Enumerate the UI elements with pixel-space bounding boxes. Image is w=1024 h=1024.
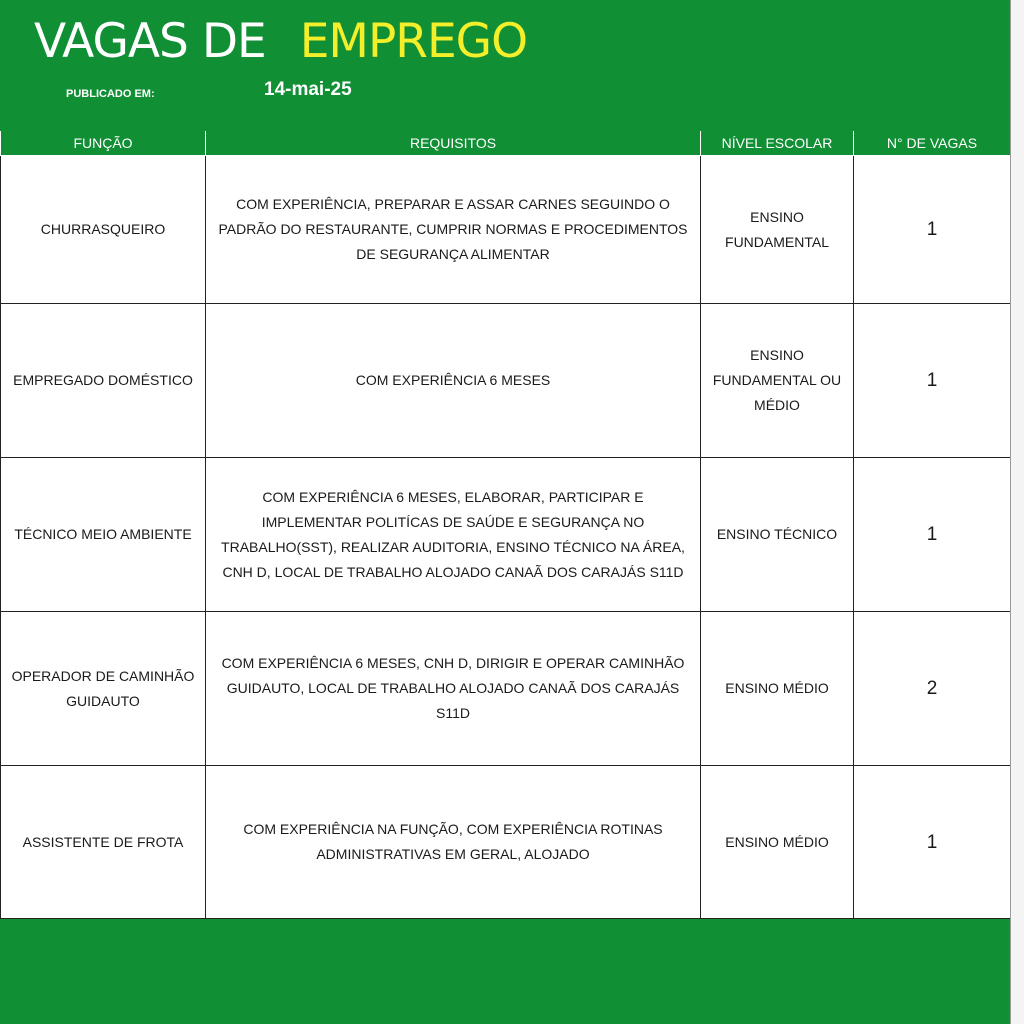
table-row	[1, 156, 1011, 304]
cell-funcao: EMPREGADO DOMÉSTICO	[1, 304, 206, 458]
cell-requisitos: COM EXPERIÊNCIA 6 MESES, ELABORAR, PARTICIPAR E IMPLEMENTAR POLITÍCAS DE SAÚDE E SEGURANÇA NO TRABALHO(SST), REALIZAR AUDITORIA, ENSINO TÉCNICO NA ÁREA, CNH D, LOCAL DE TRABALHO ALOJADO CANAÃ DOS CARAJÁS S11D	[206, 458, 701, 612]
cell-vagas: 1	[854, 304, 1011, 458]
cell-funcao: OPERADOR DE CAMINHÃO GUIDAUTO	[1, 612, 206, 766]
cell-requisitos: COM EXPERIÊNCIA NA FUNÇÃO, COM EXPERIÊNCIA ROTINAS ADMINISTRATIVAS EM GERAL, ALOJADO	[206, 766, 701, 919]
table-row	[1, 766, 1011, 919]
cell-vagas: 1	[854, 766, 1011, 919]
cell-nivel: ENSINO FUNDAMENTAL OU MÉDIO	[701, 304, 854, 458]
footer-banner	[0, 919, 1010, 1024]
cell-nivel: ENSINO MÉDIO	[701, 612, 854, 766]
published-label: PUBLICADO EM:	[66, 88, 155, 100]
column-header-nivel-escolar: NÍVEL ESCOLAR	[701, 131, 854, 156]
page-title	[34, 14, 527, 70]
cell-nivel: ENSINO MÉDIO	[701, 766, 854, 919]
published-date: 14-mai-25	[264, 79, 352, 100]
title-part-2: EMPREGO	[299, 14, 528, 69]
cell-vagas: 1	[854, 458, 1011, 612]
cell-funcao: CHURRASQUEIRO	[1, 156, 206, 304]
table-row	[1, 304, 1011, 458]
table-header-row	[1, 131, 1011, 156]
job-table	[0, 131, 1011, 919]
cell-funcao: ASSISTENTE DE FROTA	[1, 766, 206, 919]
cell-vagas: 2	[854, 612, 1011, 766]
column-header-requisitos: REQUISITOS	[206, 131, 701, 156]
column-header-vagas: N° DE VAGAS	[854, 131, 1011, 156]
column-header-funcao: FUNÇÃO	[1, 131, 206, 156]
cell-requisitos: COM EXPERIÊNCIA, PREPARAR E ASSAR CARNES SEGUINDO O PADRÃO DO RESTAURANTE, CUMPRIR NORMAS E PROCEDIMENTOS DE SEGURANÇA ALIMENTAR	[206, 156, 701, 304]
cell-requisitos: COM EXPERIÊNCIA 6 MESES, CNH D, DIRIGIR E OPERAR CAMINHÃO GUIDAUTO, LOCAL DE TRABALHO ALOJADO CANAÃ DOS CARAJÁS S11D	[206, 612, 701, 766]
table-row	[1, 612, 1011, 766]
cell-funcao: TÉCNICO MEIO AMBIENTE	[1, 458, 206, 612]
title-part-1: VAGAS DE	[34, 14, 266, 69]
page-edge	[1010, 0, 1024, 1024]
cell-vagas: 1	[854, 156, 1011, 304]
cell-nivel: ENSINO FUNDAMENTAL	[701, 156, 854, 304]
header-banner	[0, 0, 1010, 131]
cell-nivel: ENSINO TÉCNICO	[701, 458, 854, 612]
table-row	[1, 458, 1011, 612]
cell-requisitos: COM EXPERIÊNCIA 6 MESES	[206, 304, 701, 458]
